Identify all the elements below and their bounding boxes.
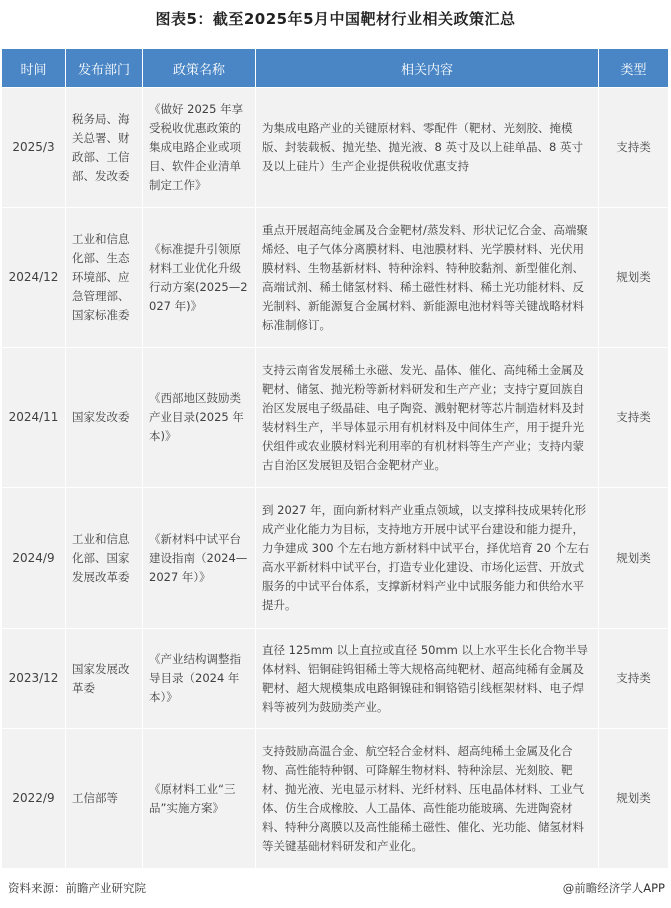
table-row [2, 88, 669, 208]
brand-credit: @前瞻经济学人APP [562, 881, 665, 895]
row-content: 到 2027 年，面向新材料产业重点领域，以支撑科技成果转化形成产业化能力为目标，支持地方开展中试平台建设和能力提升，力争建成 300 个左右地方新材料中试平台，择优培育 20 个左右高水平新材料中试平台，打造专业化建设、市场化运营、开放式服务的中试平台体系，支撑新材料产业中试服务能力和供给水平提升。 [256, 488, 599, 629]
row-policy-name: 《做好 2025 年享受税收优惠政策的集成电路企业或项目、软件企业清单制定工作》 [143, 88, 256, 208]
table-row [2, 488, 669, 629]
row-type: 支持类 [599, 88, 669, 208]
row-dept: 工业和信息化部、生态环境部、应急管理部、国家标准委 [66, 208, 143, 348]
row-date: 2024/12 [2, 208, 66, 348]
row-date: 2024/11 [2, 348, 66, 488]
source-note: 资料来源：前瞻产业研究院 [8, 881, 146, 895]
row-content: 为集成电路产业的关键原材料、零配件（靶材、光刻胶、掩模版、封装载板、抛光垫、抛光液、8 英寸及以上硅单晶、8 英寸及以上硅片）生产企业提供税收优惠支持 [256, 88, 599, 208]
row-content: 支持鼓励高温合金、航空轻合金材料、超高纯稀土金属及化合物、高性能特种钢、可降解生物材料、特种涂层、光刻胶、靶材、抛光液、光电显示材料、光纤材料、压电晶体材料、工业气体、仿生合成橡胶、人工晶体、高性能功能玻璃、先进陶瓷材料、特种分离膜以及高性能稀土磁性、催化、光功能、储氢材料等关键基础材料研发和产业化。 [256, 729, 599, 869]
row-policy-name: 《新材料中试平台建设指南（2024—2027 年）》 [143, 488, 256, 629]
table-row [2, 729, 669, 869]
row-type: 支持类 [599, 629, 669, 729]
row-policy-name: 《产业结构调整指导目录（2024 年本）》 [143, 629, 256, 729]
header-time: 时间 [2, 49, 66, 88]
row-type: 规划类 [599, 729, 669, 869]
row-type: 规划类 [599, 208, 669, 348]
row-content: 直径 125mm 以上直拉或直径 50mm 以上水平生长化合物半导体材料、铝铜硅钨钼稀土等大规格高纯靶材、超高纯稀有金属及靶材、超大规模集成电路铜镍硅和铜铬锆引线框架材料、电子焊料等被列为鼓励类产业。 [256, 629, 599, 729]
header-policy-name: 政策名称 [143, 49, 256, 88]
header-content: 相关内容 [256, 49, 599, 88]
header-type: 类型 [599, 49, 669, 88]
page-title: 图表5：截至2025年5月中国靶材行业相关政策汇总 [155, 10, 516, 28]
row-type: 规划类 [599, 488, 669, 629]
row-policy-name: 《原材料工业“三品”实施方案》 [143, 729, 256, 869]
row-policy-name: 《西部地区鼓励类产业目录(2025 年本)》 [143, 348, 256, 488]
table-row [2, 208, 669, 348]
row-date: 2022/9 [2, 729, 66, 869]
table-header-row [2, 49, 669, 88]
table-row [2, 629, 669, 729]
row-dept: 国家发展改革委 [66, 629, 143, 729]
row-date: 2024/9 [2, 488, 66, 629]
row-dept: 工业和信息化部、国家发展改革委 [66, 488, 143, 629]
header-dept: 发布部门 [66, 49, 143, 88]
policy-table [1, 48, 669, 869]
row-content: 重点开展超高纯金属及合金靶材/蒸发料、形状记忆合金、高端聚烯烃、电子气体分离膜材料、电池膜材料、光学膜材料、光伏用膜材料、生物基新材料、特种涂料、特种胶黏剂、新型催化剂、高端试剂、稀土储氢材料、稀土磁性材料、稀土光功能材料、反光制料、新能源复合金属材料、新能源电池材料等关键战略材料标准制修订。 [256, 208, 599, 348]
row-date: 2023/12 [2, 629, 66, 729]
row-content: 支持云南省发展稀土永磁、发光、晶体、催化、高纯稀土金属及靶材、储氢、抛光粉等新材料研发和生产产业；支持宁夏回族自治区发展电子级晶硅、电子陶瓷、溅射靶材等芯片制造材料及封装材料生产，半导体显示用有机材料及中间体生产，用于提升光伏组件或农业膜材料光利用率的有机材料等生产产业；支持内蒙古自治区发展钽及铝合金靶材产业。 [256, 348, 599, 488]
row-dept: 国家发改委 [66, 348, 143, 488]
row-type: 支持类 [599, 348, 669, 488]
table-row [2, 348, 669, 488]
row-date: 2025/3 [2, 88, 66, 208]
row-dept: 工信部等 [66, 729, 143, 869]
row-policy-name: 《标准提升引领原材料工业优化升级行动方案(2025—2027 年)》 [143, 208, 256, 348]
row-dept: 税务局、海关总署、财政部、工信部、发改委 [66, 88, 143, 208]
